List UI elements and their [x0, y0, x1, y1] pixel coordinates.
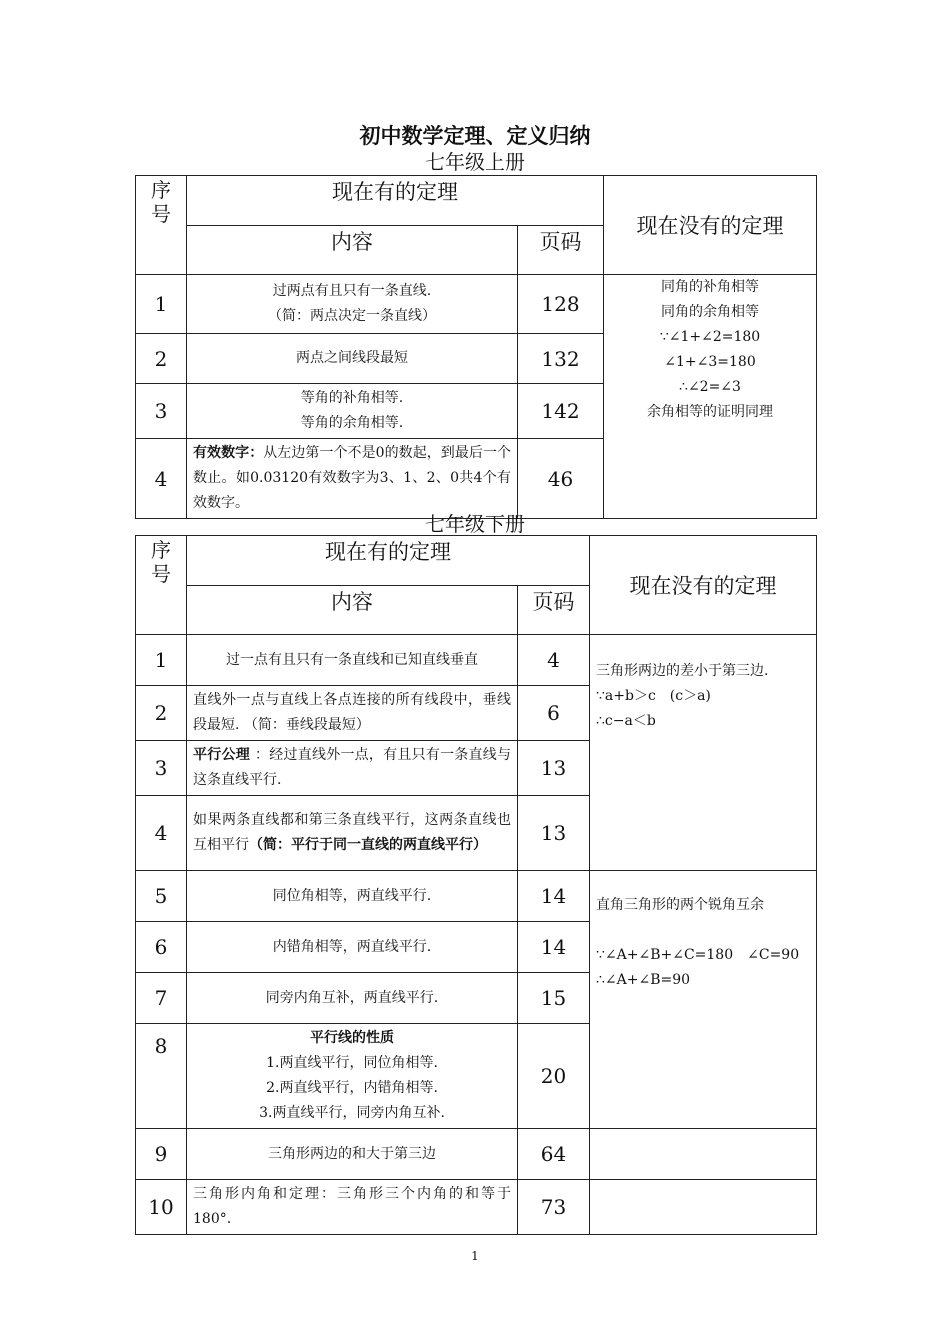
missing-theorems-note: 同角的补角相等 同角的余角相等 ∵∠1+∠2=180 ∠1+∠3=180 ∴∠2=∠3 余角相等的证明同理 — [604, 275, 817, 519]
header-existing-theorems: 现在有的定理 — [187, 536, 590, 586]
row-content: 直线外一点与直线上各点连接的所有线段中，垂线段最短. （简：垂线段最短） — [187, 686, 518, 741]
page-number: 1 — [471, 1249, 479, 1263]
row-seq: 2 — [136, 686, 187, 741]
row-page: 13 — [518, 796, 590, 871]
row-seq: 1 — [136, 275, 187, 334]
row-content: 等角的补角相等. 等角的余角相等. — [187, 384, 518, 439]
header-content: 内容 — [187, 586, 518, 635]
table-row — [136, 275, 817, 334]
row-page: 73 — [518, 1180, 590, 1235]
row-seq: 3 — [136, 741, 187, 796]
header-content: 内容 — [187, 226, 518, 275]
missing-theorems-empty — [590, 1129, 817, 1180]
missing-theorems-empty — [590, 1180, 817, 1235]
row-content: 平行线的性质 1.两直线平行，同位角相等. 2.两直线平行，内错角相等. 3.两直线平行，同旁内角互补. — [187, 1024, 518, 1129]
row-seq: 4 — [136, 796, 187, 871]
header-existing-theorems: 现在有的定理 — [187, 176, 604, 226]
theorem-table-grade7-lower — [135, 535, 817, 1235]
missing-theorems-note: 直角三角形的两个锐角互余 ∵∠A+∠B+∠C=180 ∠C=90 ∴∠A+∠B=90 — [590, 871, 817, 1129]
row-content: 同位角相等，两直线平行. — [187, 871, 518, 922]
row-page: 15 — [518, 973, 590, 1024]
table-row — [136, 871, 817, 922]
row-page: 64 — [518, 1129, 590, 1180]
row-seq: 9 — [136, 1129, 187, 1180]
row-page: 13 — [518, 741, 590, 796]
row-content: 有效数字：从左边第一个不是0的数起，到最后一个数止。如0.03120有效数字为3、1、2、0共4个有效数字。 — [187, 439, 518, 519]
row-page: 128 — [518, 275, 604, 334]
table-row — [136, 635, 817, 686]
table-row — [136, 1129, 817, 1180]
row-seq: 3 — [136, 384, 187, 439]
row-page: 142 — [518, 384, 604, 439]
row-seq: 4 — [136, 439, 187, 519]
document-title: 初中数学定理、定义归纳 — [359, 124, 591, 148]
row-content: 如果两条直线都和第三条直线平行，这两条直线也互相平行（简：平行于同一直线的两直线平行） — [187, 796, 518, 871]
row-seq: 1 — [136, 635, 187, 686]
row-page: 20 — [518, 1024, 590, 1129]
header-seq: 序号 — [136, 536, 187, 635]
header-missing-theorems: 现在没有的定理 — [590, 536, 817, 635]
row-seq: 7 — [136, 973, 187, 1024]
row-content: 过一点有且只有一条直线和已知直线垂直 — [187, 635, 518, 686]
row-content: 内错角相等，两直线平行. — [187, 922, 518, 973]
theorem-table-grade7-upper — [135, 175, 817, 519]
header-seq: 序号 — [136, 176, 187, 275]
row-content: 三角形内角和定理：三角形三个内角的和等于180°. — [187, 1180, 518, 1235]
row-page: 14 — [518, 922, 590, 973]
row-seq: 10 — [136, 1180, 187, 1235]
row-content: 平行公理 ：经过直线外一点，有且只有一条直线与这条直线平行. — [187, 741, 518, 796]
row-seq: 5 — [136, 871, 187, 922]
missing-theorems-note: 三角形两边的差小于第三边. ∵a+b＞c (c＞a) ∴c−a＜b — [590, 635, 817, 871]
row-content: 过两点有且只有一条直线. （简：两点决定一条直线） — [187, 275, 518, 334]
header-missing-theorems: 现在没有的定理 — [604, 176, 817, 275]
row-page: 6 — [518, 686, 590, 741]
row-seq: 2 — [136, 334, 187, 384]
row-content: 两点之间线段最短 — [187, 334, 518, 384]
section-title-grade7-lower: 七年级下册 — [425, 512, 525, 536]
row-content: 同旁内角互补，两直线平行. — [187, 973, 518, 1024]
table-row — [136, 1180, 817, 1235]
row-content: 三角形两边的和大于第三边 — [187, 1129, 518, 1180]
row-page: 132 — [518, 334, 604, 384]
header-page: 页码 — [518, 226, 604, 275]
row-page: 14 — [518, 871, 590, 922]
row-seq: 6 — [136, 922, 187, 973]
row-page: 4 — [518, 635, 590, 686]
section-title-grade7-upper: 七年级上册 — [425, 150, 525, 174]
row-page: 46 — [518, 439, 604, 519]
header-page: 页码 — [518, 586, 590, 635]
row-seq: 8 — [136, 1024, 187, 1129]
